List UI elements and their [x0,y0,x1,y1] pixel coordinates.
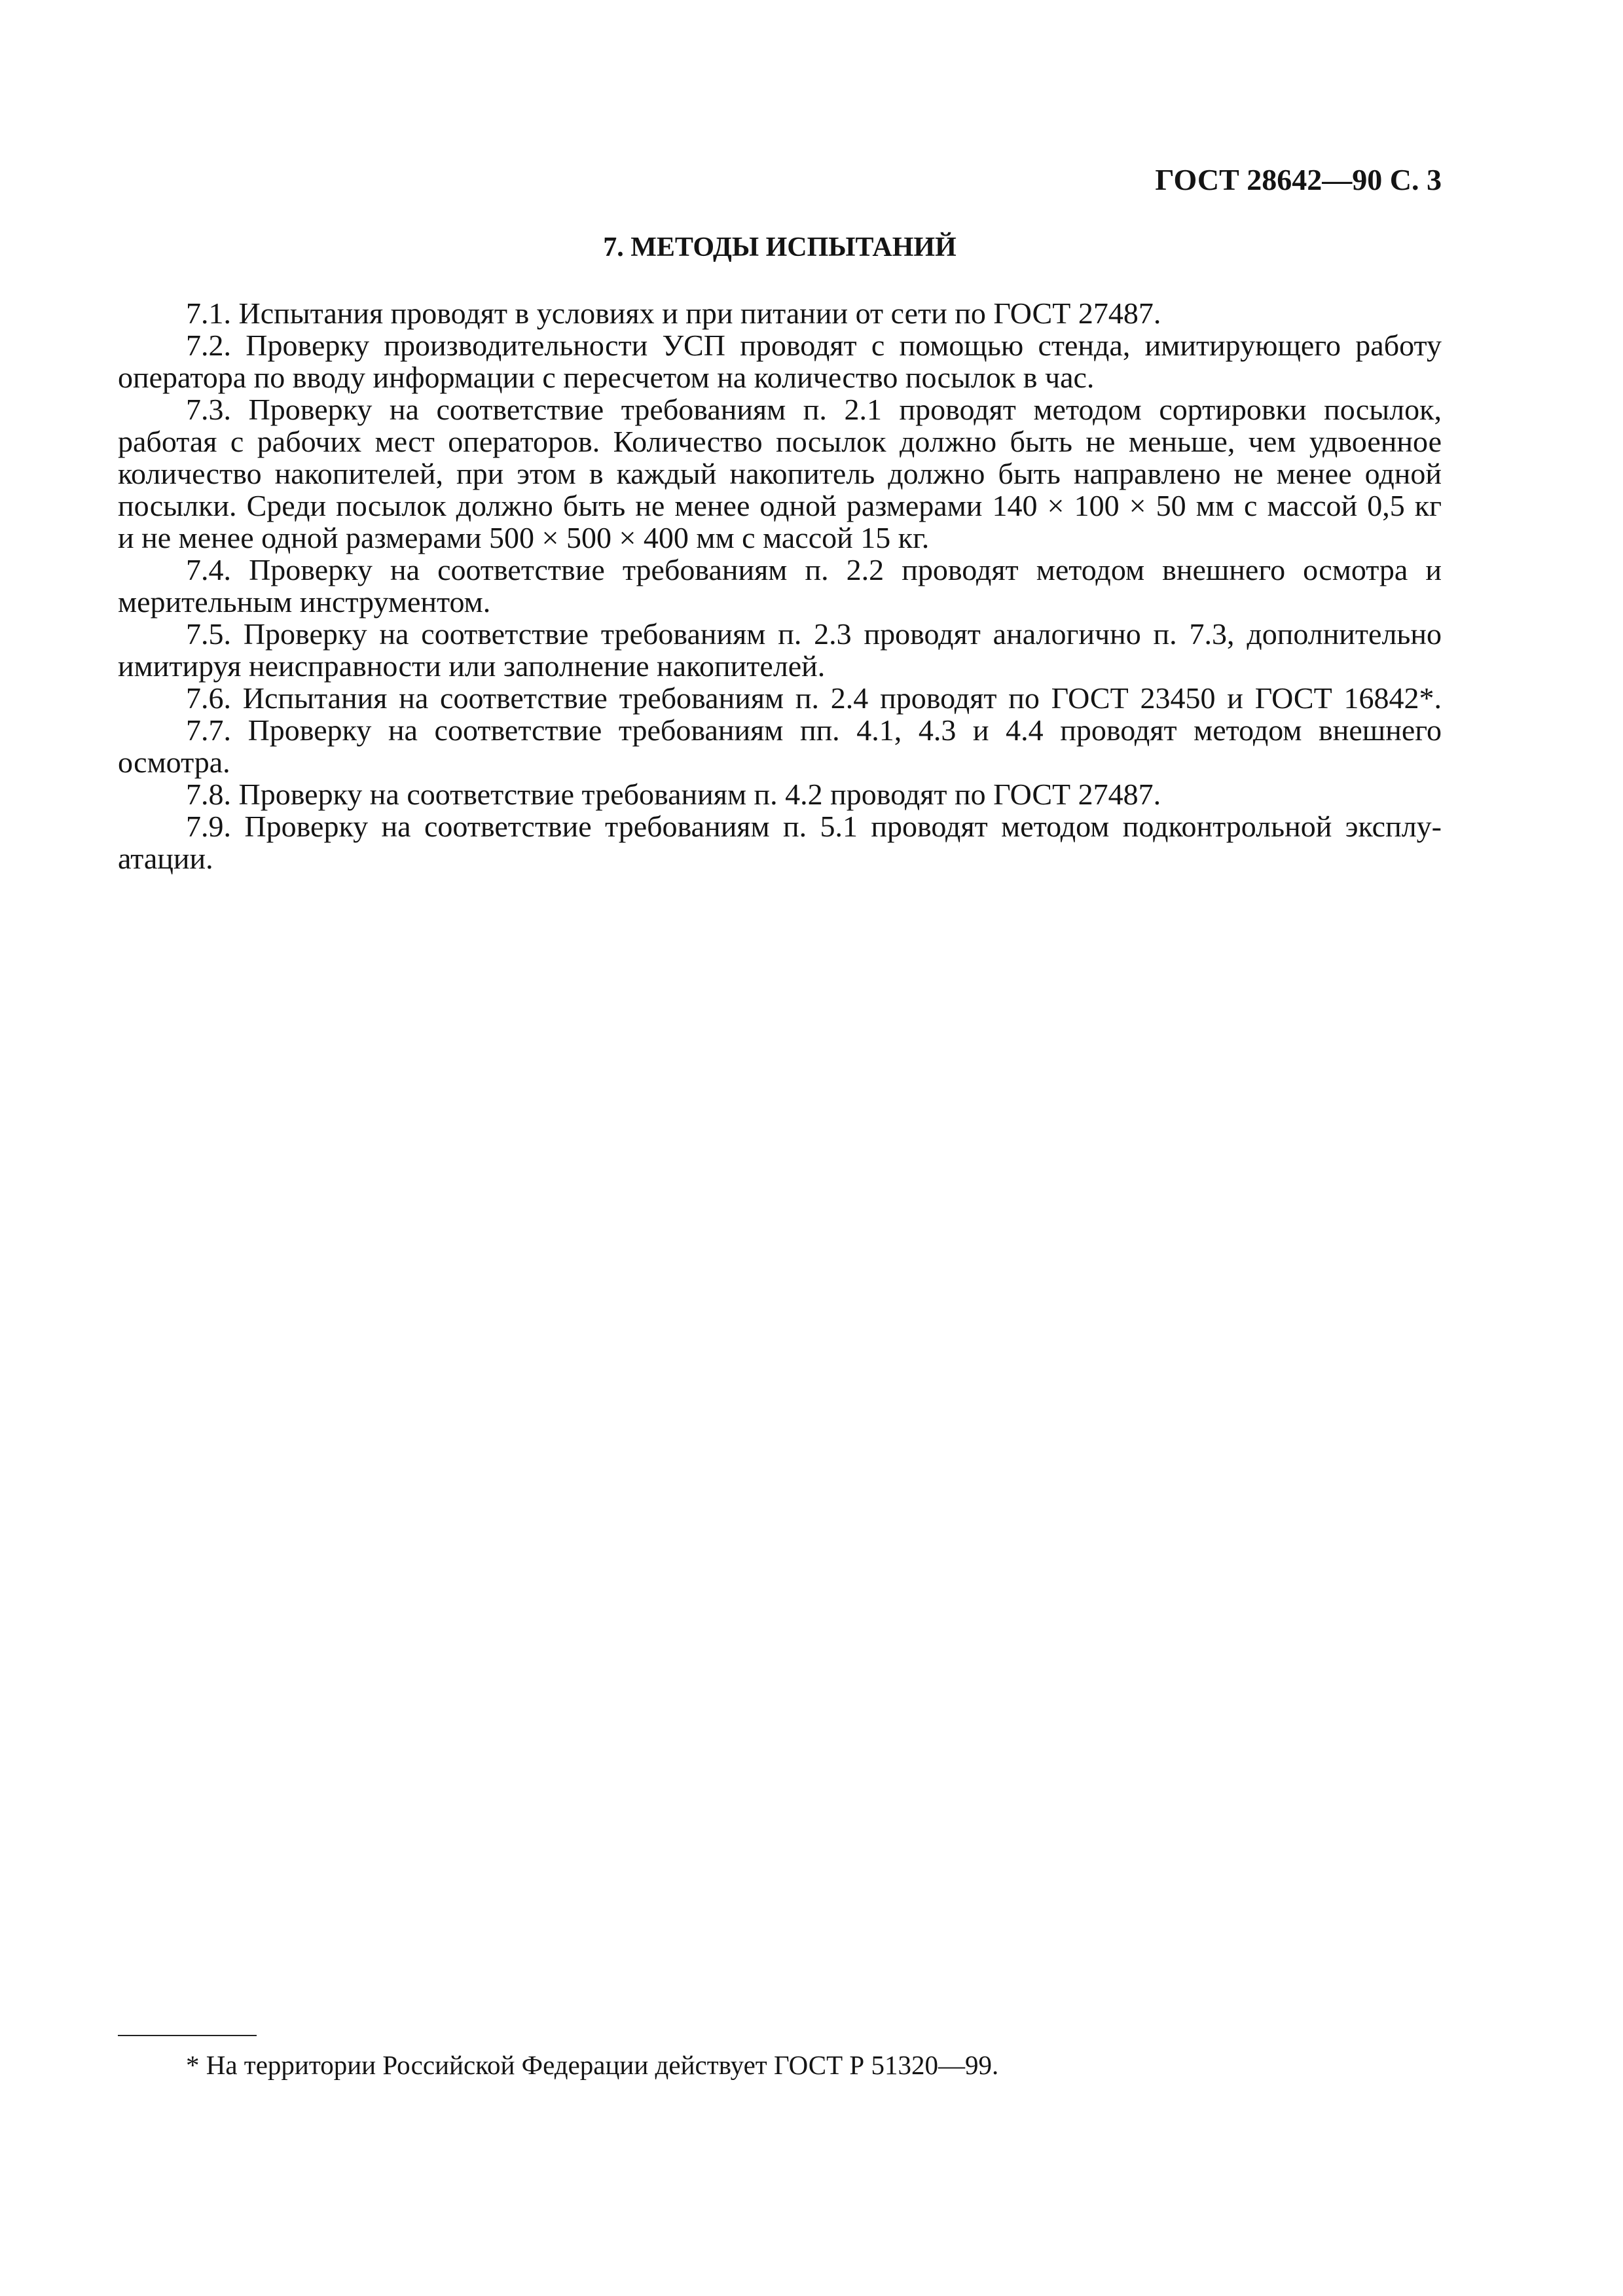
paragraph-7-2 [118,329,1442,393]
text-line: 7.3. Проверку на соответствие требованиям п. 2.1 проводят методом сортировки посылок, [186,393,1442,426]
section-body [118,297,1442,874]
text-line: количество накопителей, при этом в каждый накопитель должно быть направлено не менее одной [118,457,1442,490]
text-line: посылки. Среди посылок должно быть не менее одной размерами 140 × 100 × 50 мм с массой 0,5 кг [118,489,1442,522]
text-line: 7.4. Проверку на соответствие требованиям п. 2.2 проводят методом внешнего осмотра и [186,553,1442,586]
text-line: атации. [118,842,213,875]
text-line: оператора по вводу информации с пересчетом на количество посылок в час. [118,361,1095,394]
footnote-text: * На территории Российской Федерации действует ГОСТ Р 51320—99. [186,2050,999,2080]
paragraph-7-9 [118,810,1442,874]
paragraph-7-4 [118,554,1442,618]
text-line: работая с рабочих мест операторов. Количество посылок должно быть не меньше, чем удвоенное [118,425,1442,458]
text-line: мерительным инструментом. [118,585,491,619]
text-line: имитируя неисправности или заполнение накопителей. [118,649,826,683]
paragraph-7-8 [118,778,1442,810]
paragraph-7-5 [118,618,1442,682]
text-line: и не менее одной размерами 500 × 500 × 400 мм с массой 15 кг. [118,521,930,554]
text-line: осмотра. [118,745,230,779]
text-line: 7.8. Проверку на соответствие требованиям п. 4.2 проводят по ГОСТ 27487. [186,778,1161,811]
paragraph-7-1 [118,297,1442,329]
text-line: 7.9. Проверку на соответствие требованиям п. 5.1 проводят методом подконтрольной эксплу- [186,810,1442,843]
paragraph-7-7 [118,714,1442,778]
footnote-rule [118,2035,257,2036]
text-line: 7.5. Проверку на соответствие требованиям п. 2.3 проводят аналогично п. 7.3, дополнительно [186,617,1442,651]
text-line: 7.6. Испытания на соответствие требованиям п. 2.4 проводят по ГОСТ 23450 и ГОСТ 16842*. [186,681,1442,715]
paragraph-7-6 [118,682,1442,714]
text-line: 7.1. Испытания проводят в условиях и при питании от сети по ГОСТ 27487. [186,296,1161,330]
section-title: 7. МЕТОДЫ ИСПЫТАНИЙ [603,232,957,262]
text-line: 7.2. Проверку производительности УСП проводят с помощью стенда, имитирующего работу [186,329,1442,362]
page-header: ГОСТ 28642—90 С. 3 [1155,163,1442,196]
paragraph-7-3 [118,393,1442,554]
text-line: 7.7. Проверку на соответствие требованиям пп. 4.1, 4.3 и 4.4 проводят методом внешнего [186,713,1442,747]
